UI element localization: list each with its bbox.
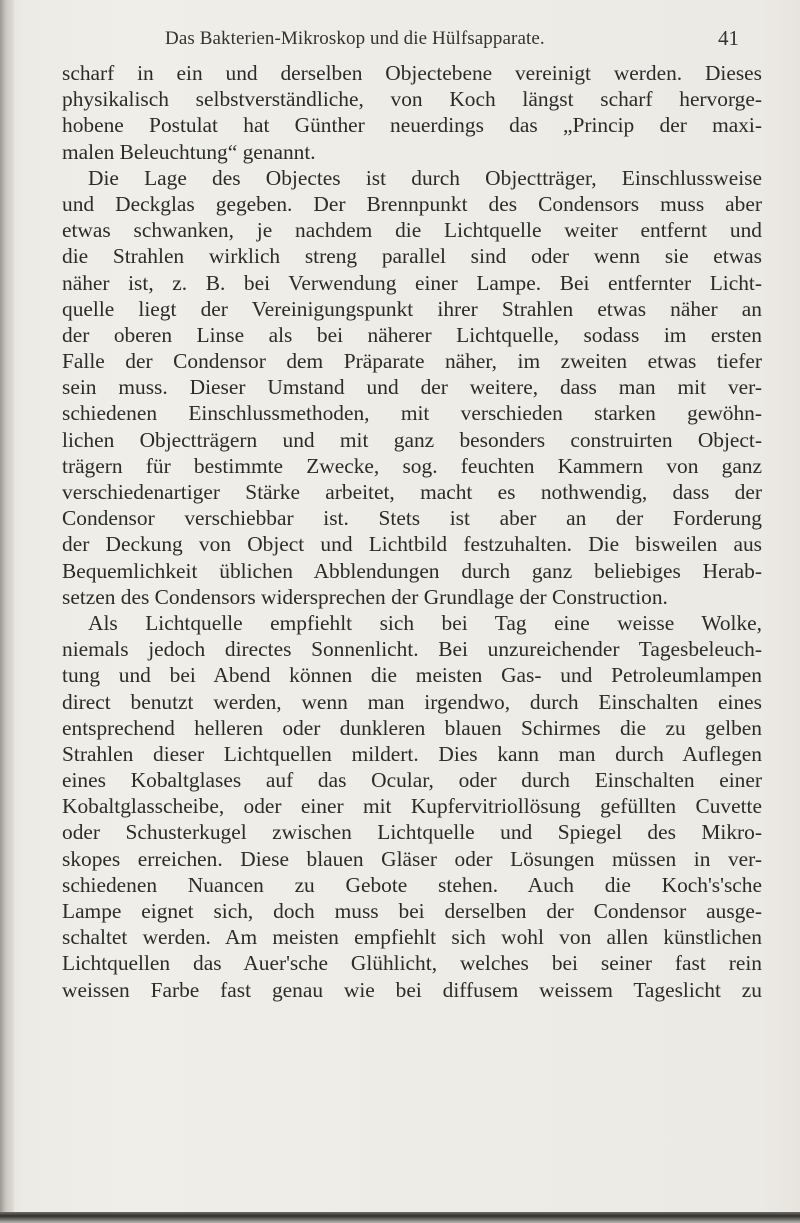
text-line: und Deckglas gegeben. Der Brennpunkt des Condensors muss aber: [62, 191, 762, 216]
running-header: [0, 22, 800, 54]
text-line: Kobaltglasscheibe, oder einer mit Kupfervitriollösung gefüllten Cuvette: [62, 794, 762, 819]
text-line: oder Schusterkugel zwischen Lichtquelle und Spiegel des Mikro-: [62, 820, 762, 845]
page-bottom-edge: [0, 1212, 800, 1223]
text-line: Die Lage des Objectes ist durch Objectträger, Einschlussweise: [88, 165, 762, 190]
text-line: der Deckung von Object und Lichtbild festzuhalten. Die bisweilen aus: [62, 532, 762, 557]
text-line: trägern für bestimmte Zwecke, sog. feuchten Kammern von ganz: [62, 453, 762, 478]
text-line: tung und bei Abend können die meisten Gas- und Petroleumlampen: [62, 663, 762, 688]
text-line: malen Beleuchtung“ genannt.: [62, 139, 316, 164]
text-line: Condensor verschiebbar ist. Stets ist aber an der Forderung: [62, 506, 762, 531]
body-text: [62, 60, 762, 1003]
text-line: entsprechend helleren oder dunkleren blauen Schirmes die zu gelben: [62, 715, 762, 740]
text-line: Falle der Condensor dem Präparate näher, im zweiten etwas tiefer: [62, 349, 762, 374]
page-binding-edge: [0, 0, 14, 1223]
text-line: weissen Farbe fast genau wie bei diffusem weissem Tageslicht zu: [62, 977, 762, 1002]
text-line: quelle liegt der Vereinigungspunkt ihrer Strahlen etwas näher an: [62, 296, 762, 321]
running-title: Das Bakterien-Mikroskop und die Hülfsapparate.: [165, 28, 545, 49]
text-line: der oberen Linse als bei näherer Lichtquelle, sodass im ersten: [62, 322, 762, 347]
text-line: Bequemlichkeit üblichen Abblendungen durch ganz beliebiges Herab-: [62, 558, 762, 583]
text-line: Lichtquellen das Auer'sche Glühlicht, welches bei seiner fast rein: [62, 951, 762, 976]
text-line: verschiedenartiger Stärke arbeitet, macht es nothwendig, dass der: [62, 480, 762, 504]
text-line: näher ist, z. B. bei Verwendung einer Lampe. Bei entfernter Licht-: [62, 270, 762, 295]
text-line: skopes erreichen. Diese blauen Gläser oder Lösungen müssen in ver-: [62, 846, 762, 871]
text-line: niemals jedoch directes Sonnenlicht. Bei unzureichender Tagesbeleuch-: [62, 637, 762, 662]
text-line: scharf in ein und derselben Objectebene vereinigt werden. Dieses: [62, 61, 762, 85]
text-line: etwas schwanken, je nachdem die Lichtquelle weiter entfernt und: [62, 218, 762, 243]
text-line: direct benutzt werden, wenn man irgendwo, durch Einschalten eines: [62, 689, 762, 714]
text-line: Lampe eignet sich, doch muss bei derselben der Condensor ausge-: [62, 899, 762, 923]
text-line: schiedenen Nuancen zu Gebote stehen. Auch die Koch's'sche: [62, 872, 762, 897]
page-number: 41: [718, 26, 739, 50]
text-line: sein muss. Dieser Umstand und der weitere, dass man mit ver-: [62, 375, 762, 400]
text-line: eines Kobaltglases auf das Ocular, oder durch Einschalten einer: [62, 768, 762, 793]
text-line: die Strahlen wirklich streng parallel sind oder wenn sie etwas: [62, 244, 762, 269]
text-line: schaltet werden. Am meisten empfiehlt sich wohl von allen künstlichen: [62, 925, 762, 950]
text-line: Als Lichtquelle empfiehlt sich bei Tag eine weisse Wolke,: [88, 610, 762, 635]
text-line: setzen des Condensors widersprechen der Grundlage der Construction.: [62, 584, 668, 609]
text-line: physikalisch selbstverständliche, von Koch längst scharf hervorge-: [62, 87, 762, 112]
text-line: Strahlen dieser Lichtquellen mildert. Dies kann man durch Auflegen: [62, 741, 762, 766]
text-line: hobene Postulat hat Günther neuerdings das „Princip der maxi-: [62, 113, 762, 138]
text-line: lichen Objectträgern und mit ganz besonders construirten Object-: [62, 427, 762, 452]
text-line: schiedenen Einschlussmethoden, mit verschieden starken gewöhn-: [62, 401, 762, 426]
